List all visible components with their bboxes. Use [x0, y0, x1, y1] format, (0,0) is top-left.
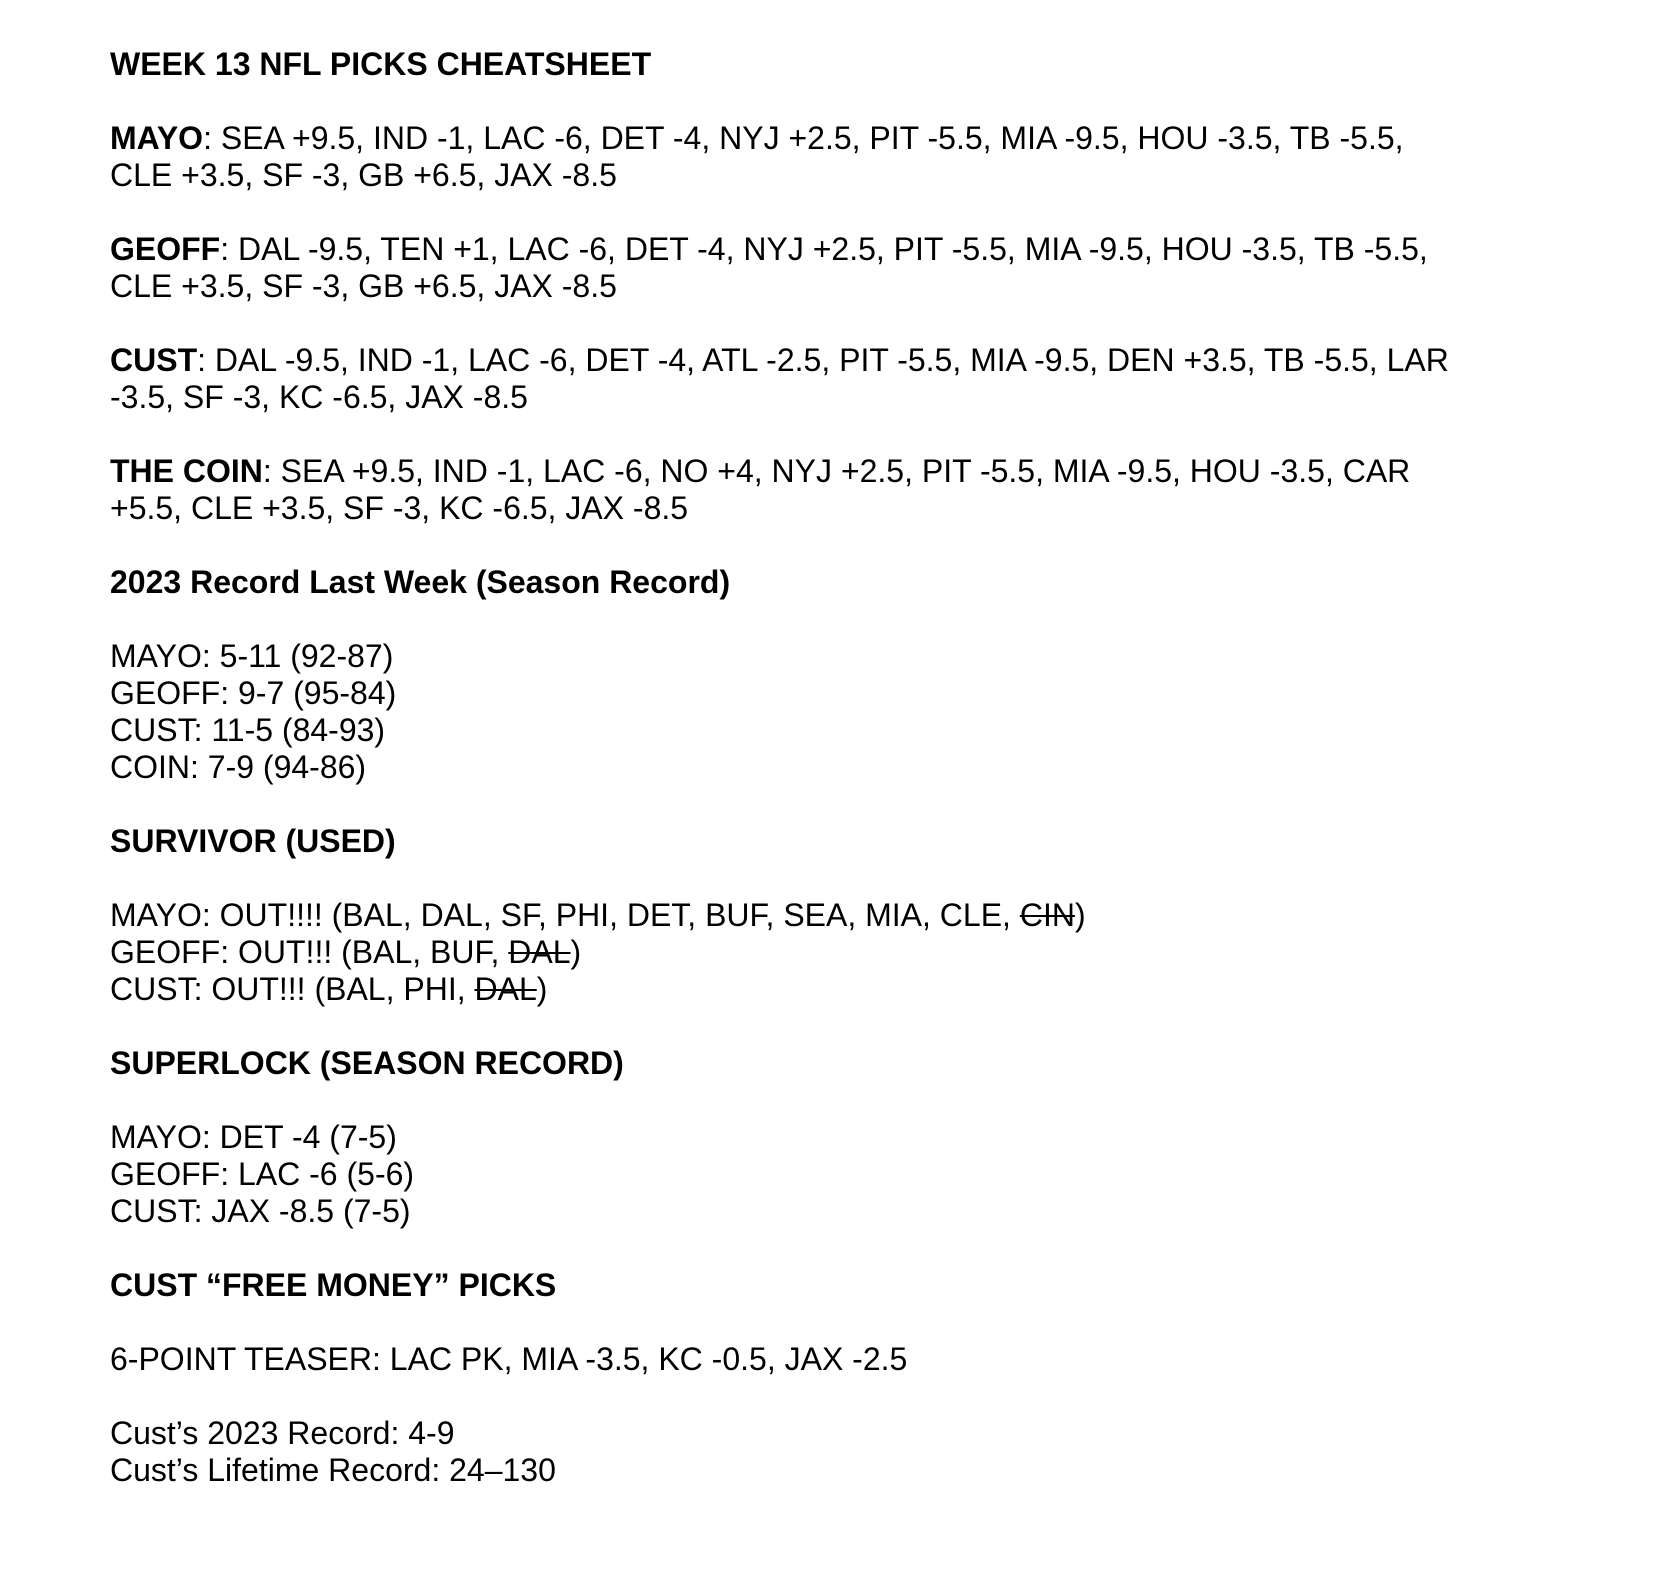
picks-geoff — [110, 231, 1580, 305]
superlock-list — [110, 1119, 1580, 1230]
spacer — [110, 1304, 1580, 1341]
picks-cust — [110, 342, 1580, 416]
picks-text: : DAL -9.5, TEN +1, LAC -6, DET -4, NYJ +2.5, PIT -5.5, MIA -9.5, HOU -3.5, TB -5.5, — [220, 231, 1428, 267]
survivor-row — [110, 897, 1580, 934]
spacer — [110, 601, 1580, 638]
record-line: GEOFF: 9-7 (95-84) — [110, 675, 397, 711]
spacer — [110, 786, 1580, 823]
teaser-line: 6-POINT TEASER: LAC PK, MIA -3.5, KC -0.5, JAX -2.5 — [110, 1341, 908, 1377]
spacer — [110, 527, 1580, 564]
survivor-used: MAYO: OUT!!!! (BAL, DAL, SF, PHI, DET, BUF, SEA, MIA, CLE, — [110, 897, 1020, 933]
record-line: MAYO: 5-11 (92-87) — [110, 638, 394, 674]
picks-name: GEOFF — [110, 231, 221, 267]
superlock-line: GEOFF: LAC -6 (5-6) — [110, 1156, 415, 1192]
superlock-line: MAYO: DET -4 (7-5) — [110, 1119, 397, 1155]
spacer — [110, 1082, 1580, 1119]
spacer — [110, 860, 1580, 897]
record-line: CUST: 11-5 (84-93) — [110, 712, 386, 748]
spacer — [110, 1230, 1580, 1267]
spacer — [110, 305, 1580, 342]
picks-coin — [110, 453, 1580, 527]
survivor-used: CUST: OUT!!! (BAL, PHI, — [110, 971, 475, 1007]
survivor-struck-team: DAL — [508, 934, 571, 970]
survivor-close: ) — [536, 971, 548, 1007]
survivor-list — [110, 897, 1580, 1008]
spacer — [110, 1008, 1580, 1045]
picks-name: THE COIN — [110, 453, 263, 489]
record-line: COIN: 7-9 (94-86) — [110, 749, 367, 785]
picks-mayo — [110, 120, 1580, 194]
picks-text-continued: CLE +3.5, SF -3, GB +6.5, JAX -8.5 — [110, 157, 617, 193]
spacer — [110, 83, 1580, 120]
page-title: WEEK 13 NFL PICKS CHEATSHEET — [110, 46, 652, 82]
superlock-line: CUST: JAX -8.5 (7-5) — [110, 1193, 411, 1229]
survivor-used: GEOFF: OUT!!! (BAL, BUF, — [110, 934, 509, 970]
picks-text-continued: -3.5, SF -3, KC -6.5, JAX -8.5 — [110, 379, 528, 415]
record-list — [110, 638, 1580, 786]
survivor-close: ) — [1074, 897, 1086, 933]
picks-text: : SEA +9.5, IND -1, LAC -6, DET -4, NYJ +2.5, PIT -5.5, MIA -9.5, HOU -3.5, TB -5.5, — [203, 120, 1404, 156]
picks-text-continued: CLE +3.5, SF -3, GB +6.5, JAX -8.5 — [110, 268, 617, 304]
spacer — [110, 1378, 1580, 1415]
picks-name: MAYO — [110, 120, 204, 156]
survivor-struck-team: DAL — [474, 971, 537, 1007]
picks-text: : SEA +9.5, IND -1, LAC -6, NO +4, NYJ +2.5, PIT -5.5, MIA -9.5, HOU -3.5, CAR — [262, 453, 1411, 489]
picks-text: : DAL -9.5, IND -1, LAC -6, DET -4, ATL -2.5, PIT -5.5, MIA -9.5, DEN +3.5, TB -5.5, LAR — [197, 342, 1449, 378]
survivor-row — [110, 934, 1580, 971]
survivor-row — [110, 971, 1580, 1008]
superlock-heading: SUPERLOCK (SEASON RECORD) — [110, 1045, 624, 1081]
document-body — [110, 46, 1580, 1489]
cust-season-record: Cust’s 2023 Record: 4-9 — [110, 1415, 455, 1451]
survivor-struck-team: CIN — [1019, 897, 1075, 933]
survivor-close: ) — [570, 934, 582, 970]
spacer — [110, 416, 1580, 453]
picks-text-continued: +5.5, CLE +3.5, SF -3, KC -6.5, JAX -8.5 — [110, 490, 689, 526]
survivor-heading: SURVIVOR (USED) — [110, 823, 396, 859]
picks-name: CUST — [110, 342, 198, 378]
record-heading: 2023 Record Last Week (Season Record) — [110, 564, 731, 600]
free-money-heading: CUST “FREE MONEY” PICKS — [110, 1267, 557, 1303]
cust-lifetime-record: Cust’s Lifetime Record: 24–130 — [110, 1452, 556, 1488]
spacer — [110, 194, 1580, 231]
